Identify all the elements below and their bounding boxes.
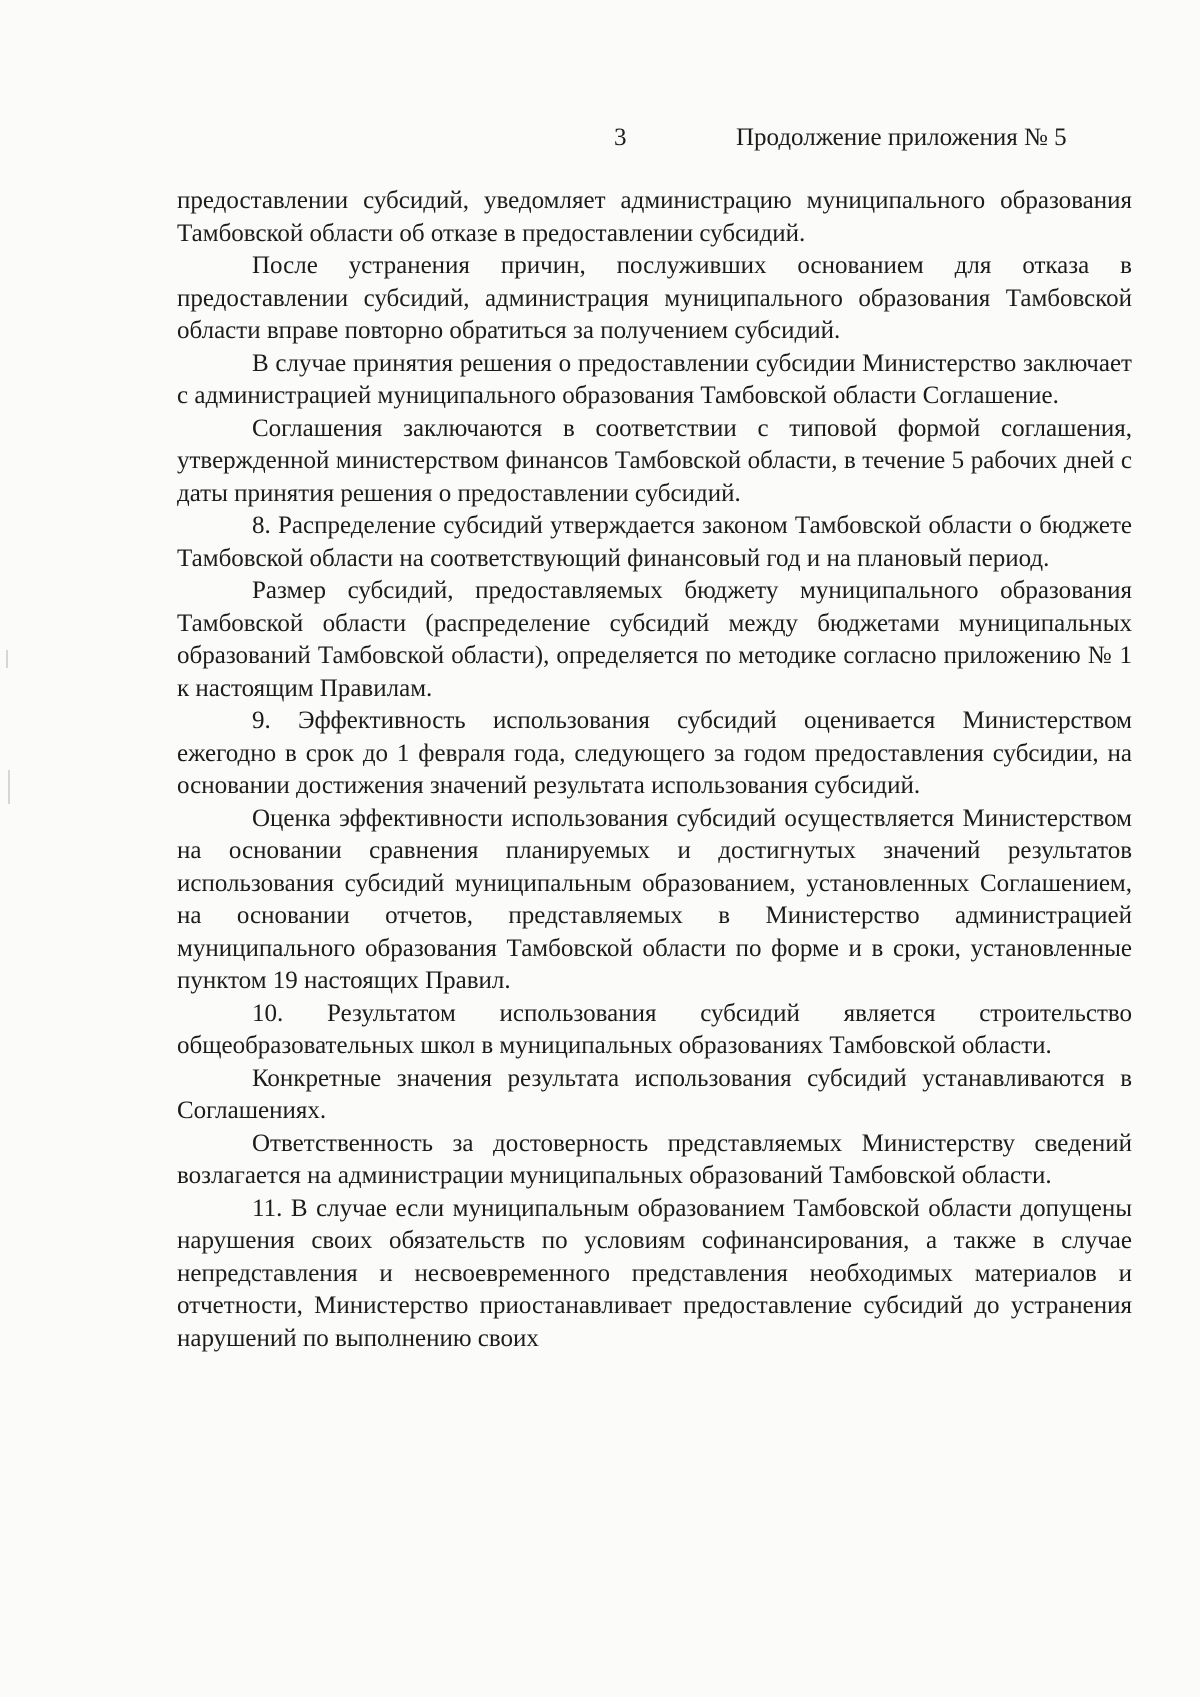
paragraph: 9. Эффективность использования субсидий оценивается Министерством ежегодно в срок до 1 февраля года, следующего за годом предоставления субсидии, на основании достижения значений результата использования субсидий. [177, 707, 1132, 799]
page-number: 3 [614, 124, 627, 151]
appendix-continuation-caption: Продолжение приложения № 5 [736, 124, 1067, 151]
page-header [0, 122, 1200, 154]
paragraph: После устранения причин, послуживших основанием для отказа в предоставлении субсидий, администрация муниципального образования Тамбовской области вправе повторно обратиться за получением субсидий. [177, 252, 1132, 344]
paragraph: Размер субсидий, предоставляемых бюджету муниципального образования Тамбовской области (распределение субсидий между бюджетами муниципальных образований Тамбовской области), определяется по методике согласно приложению № 1 к настоящим Правилам. [177, 577, 1132, 702]
paragraph: 8. Распределение субсидий утверждается законом Тамбовской области о бюджете Тамбовской области на соответствующий финансовый год и на плановый период. [177, 512, 1132, 572]
paragraph: Конкретные значения результата использования субсидий устанавливаются в Соглашениях. [177, 1064, 1132, 1124]
paragraph: предоставлении субсидий, уведомляет администрацию муниципального образования Тамбовской области об отказе в предоставлении субсидий. [177, 187, 1132, 247]
paragraph: Оценка эффективности использования субсидий осуществляется Министерством на основании сравнения планируемых и достигнутых значений результатов использования субсидий муниципальным образованием, установленных Соглашением, на основании отчетов, представляемых в Министерство администрацией муниципального образования Тамбовской области по форме и в сроки, установленные пунктом 19 настоящих Правил. [177, 804, 1132, 994]
scan-artifact [8, 770, 10, 804]
paragraph: В случае принятия решения о предоставлении субсидии Министерство заключает с администрацией муниципального образования Тамбовской области Соглашение. [177, 349, 1132, 409]
paragraph: Соглашения заключаются в соответствии с типовой формой соглашения, утвержденной министерством финансов Тамбовской области, в течение 5 рабочих дней с даты принятия решения о предоставлении субсидий. [177, 414, 1132, 507]
scan-artifact [6, 650, 8, 668]
document-body [177, 185, 1132, 1355]
paragraph: 10. Результатом использования субсидий является строительство общеобразовательных школ в муниципальных образованиях Тамбовской области. [177, 999, 1132, 1059]
paragraph: 11. В случае если муниципальным образованием Тамбовской области допущены нарушения своих обязательств по условиям софинансирования, а также в случае непредставления и несвоевременного представления необходимых материалов и отчетности, Министерство приостанавливает предоставление субсидий до устранения нарушений по выполнению своих [177, 1194, 1132, 1352]
paragraph: Ответственность за достоверность представляемых Министерству сведений возлагается на администрации муниципальных образований Тамбовской области. [177, 1129, 1132, 1189]
